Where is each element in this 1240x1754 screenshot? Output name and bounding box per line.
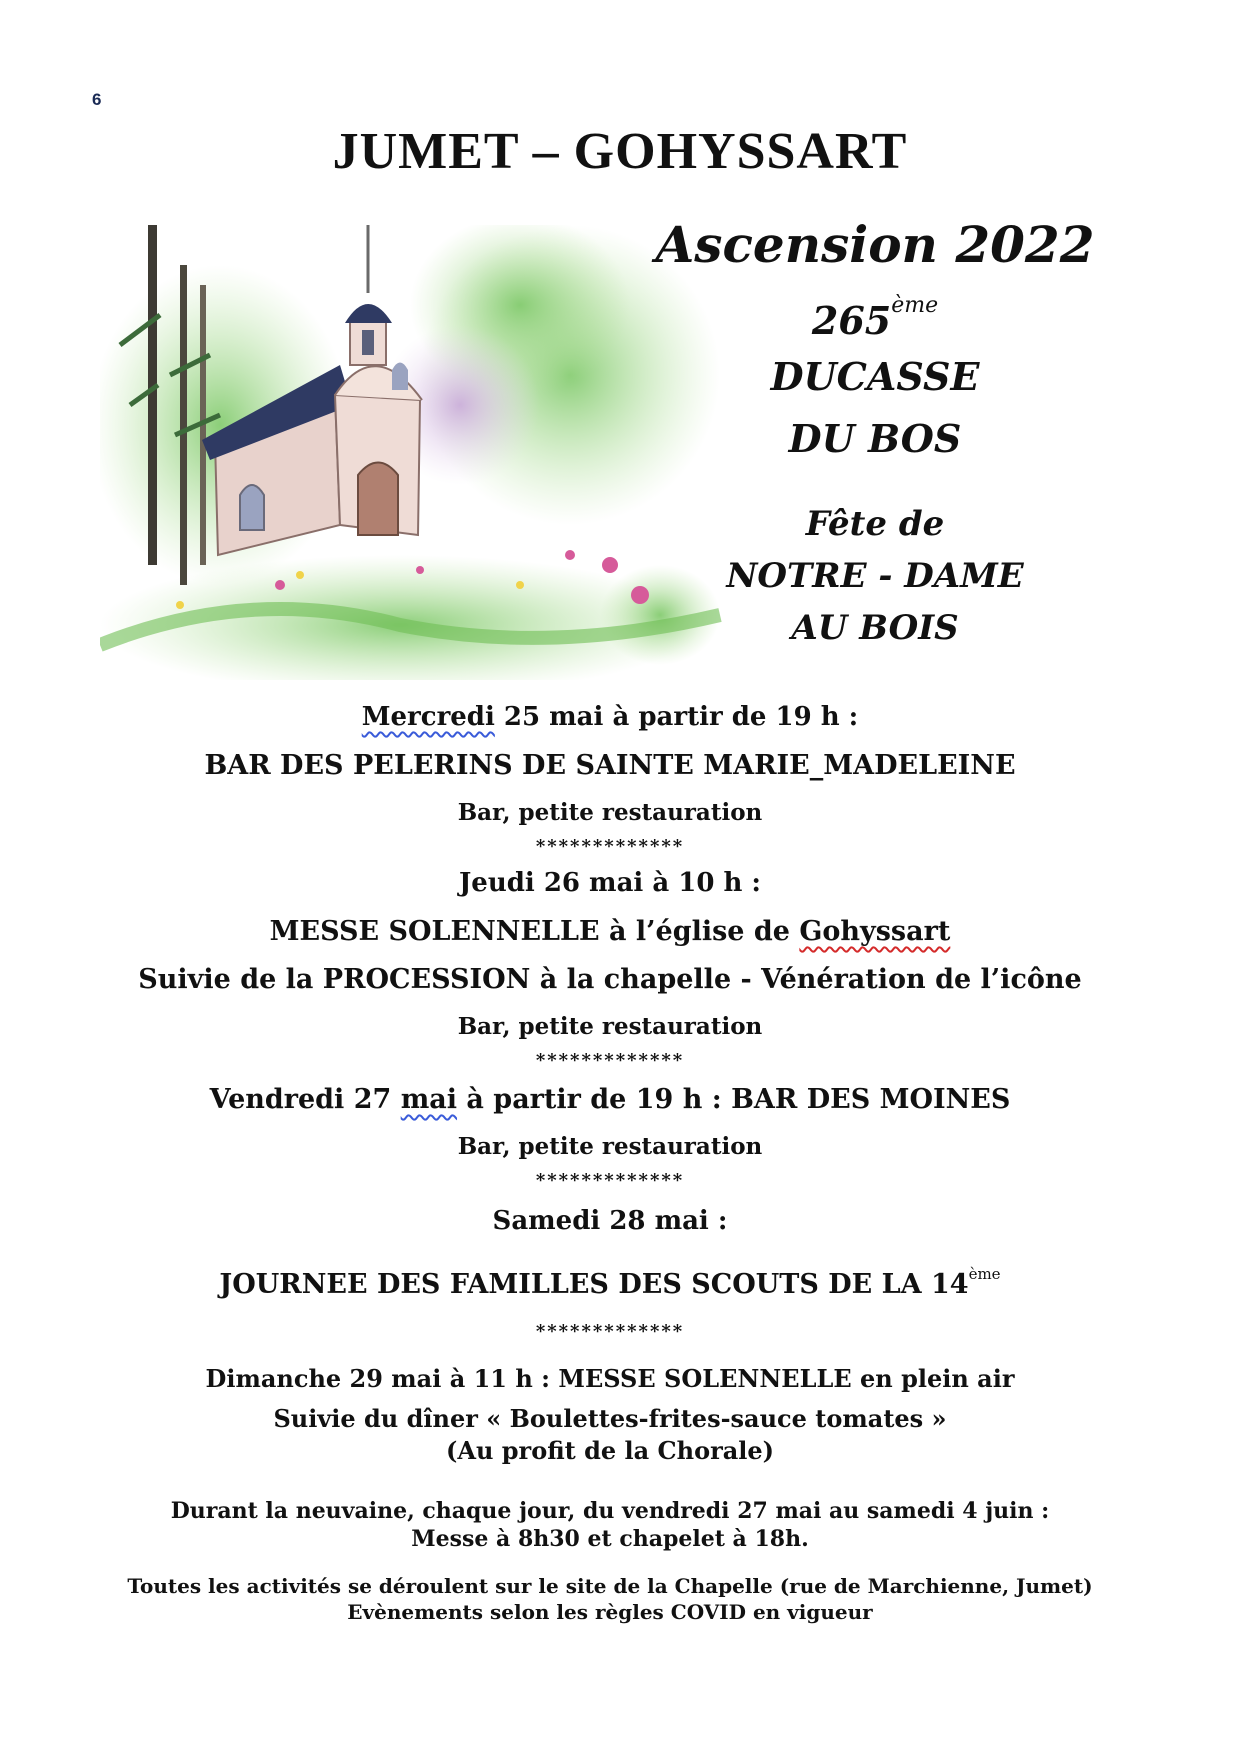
saturday-heading: Samedi 28 mai : xyxy=(492,1206,728,1236)
programme xyxy=(60,692,1160,1625)
thursday-procession: Suivie de la PROCESSION à la chapelle - Vénération de l’icône xyxy=(138,964,1082,995)
sunday-profit: (Au profit de la Chorale) xyxy=(445,1436,775,1465)
ducasse-label: DUCASSE xyxy=(770,354,980,399)
wednesday-bar: Bar, petite restauration xyxy=(457,799,763,826)
friday-heading: Vendredi 27 mai à partir de 19 h : BAR DES MOINES xyxy=(209,1084,1011,1115)
neuvaine-line-2: Messe à 8h30 et chapelet à 18h. xyxy=(411,1526,809,1552)
fete-de-label: Fête de xyxy=(805,504,945,544)
separator: ************* xyxy=(535,836,685,857)
saturday-title: JOURNEE DES FAMILLES DES SCOUTS DE LA 14ème xyxy=(219,1265,1001,1300)
au-bois-label: AU BOIS xyxy=(791,608,959,648)
separator: ************* xyxy=(535,1321,685,1342)
footer-line-2: Evènements selon les règles COVID en vigueur xyxy=(347,1600,873,1624)
friday-bar: Bar, petite restauration xyxy=(457,1133,763,1160)
separator: ************* xyxy=(535,1050,685,1071)
separator: ************* xyxy=(535,1170,685,1191)
sunday-dinner: Suivie du dîner « Boulettes-frites-sauce tomates » xyxy=(273,1404,947,1433)
wednesday-heading: Mercredi 25 mai à partir de 19 h : xyxy=(361,702,859,732)
page-title: JUMET – GOHYSSART xyxy=(332,123,908,180)
chapel-watercolor-illustration xyxy=(100,225,725,680)
edition-suffix: ème xyxy=(891,293,939,318)
page-number: 6 xyxy=(92,90,102,109)
wednesday-title: BAR DES PELERINS DE SAINTE MARIE_MADELEINE xyxy=(204,750,1016,781)
edition-number xyxy=(640,281,1110,346)
thursday-mass: MESSE SOLENNELLE à l’église de Gohyssart xyxy=(269,916,951,947)
event-header xyxy=(640,215,1110,654)
thursday-heading: Jeudi 26 mai à 10 h : xyxy=(458,868,762,898)
sunday-heading: Dimanche 29 mai à 11 h : MESSE SOLENNELLE en plein air xyxy=(205,1364,1015,1393)
thursday-bar: Bar, petite restauration xyxy=(457,1013,763,1040)
du-bos-label: DU BOS xyxy=(788,416,962,461)
edition-num: 265 xyxy=(811,298,892,343)
ascension-title: Ascension 2022 xyxy=(655,215,1095,274)
footer-line-1: Toutes les activités se déroulent sur le site de la Chapelle (rue de Marchienne, Jumet) xyxy=(127,1574,1093,1598)
notre-dame-label: NOTRE - DAME xyxy=(726,556,1024,596)
neuvaine-line-1: Durant la neuvaine, chaque jour, du vendredi 27 mai au samedi 4 juin : xyxy=(170,1498,1050,1524)
